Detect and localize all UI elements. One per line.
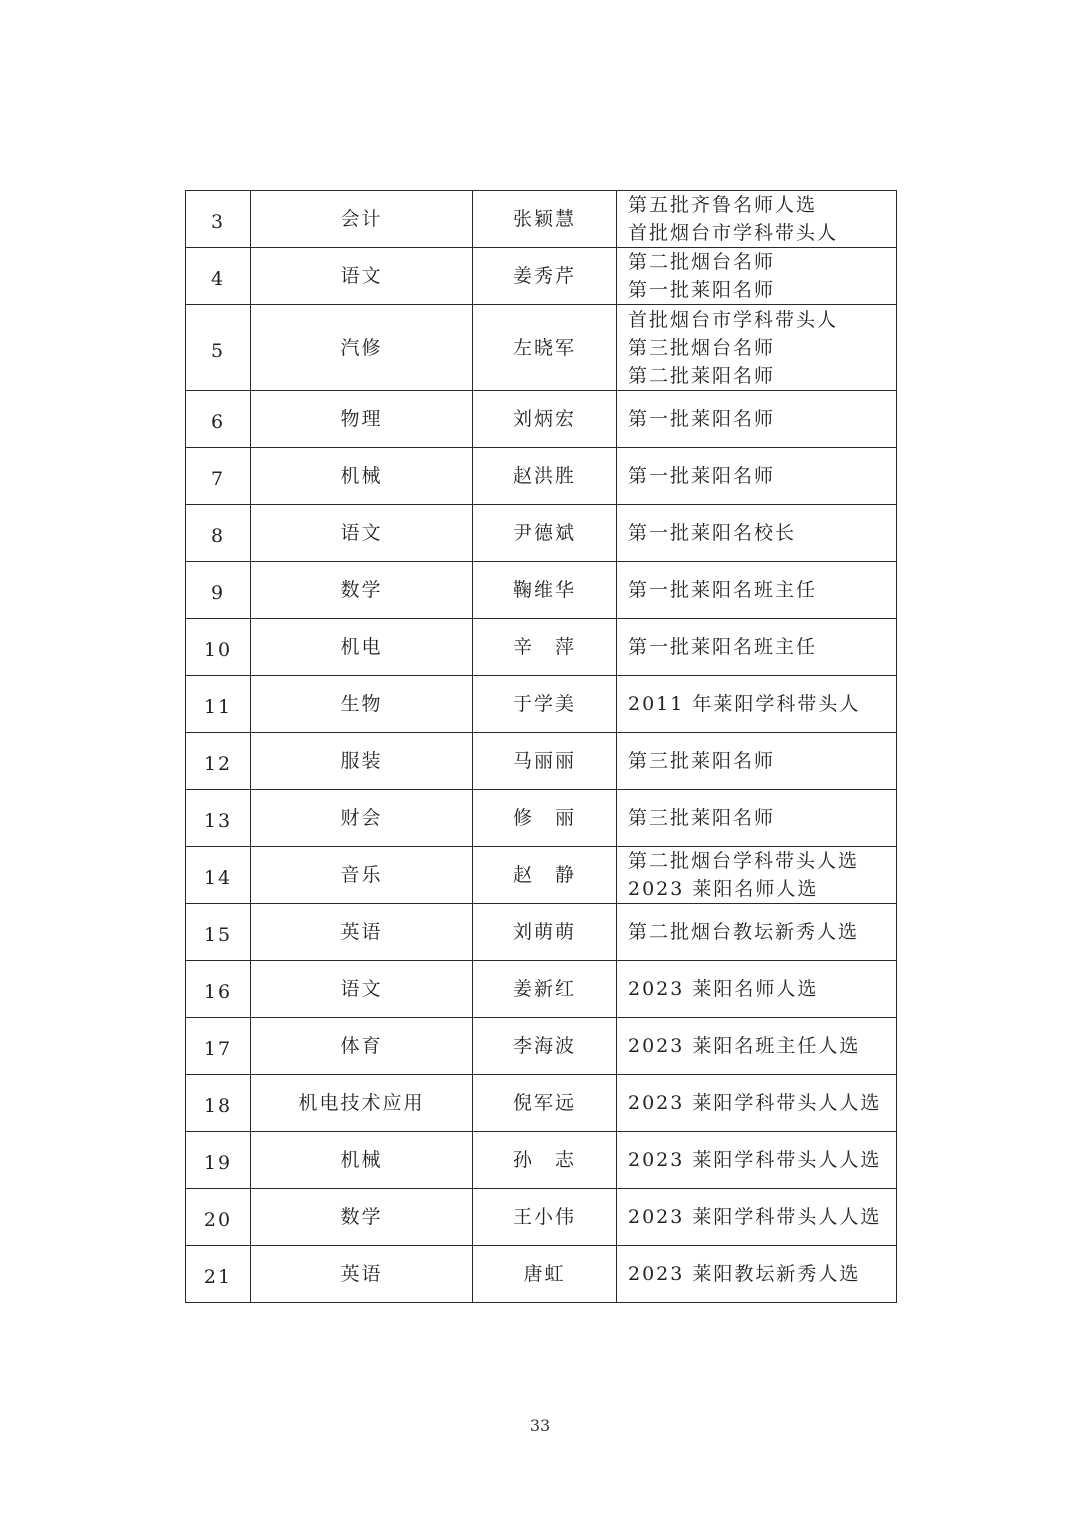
table-row (186, 448, 897, 505)
name-cell: 孙 志 (473, 1132, 617, 1189)
row-number: 6 (186, 391, 251, 448)
name-cell: 修 丽 (473, 790, 617, 847)
honor-line: 2023 莱阳教坛新秀人选 (628, 1263, 861, 1285)
honors-cell (617, 1018, 897, 1075)
honor-line: 2023 莱阳学科带头人人选 (628, 1092, 882, 1114)
name-cell: 倪军远 (473, 1075, 617, 1132)
honor-line: 第三批莱阳名师 (628, 807, 776, 829)
table-row (186, 191, 897, 248)
honor-line: 首批烟台市学科带头人 (628, 222, 839, 244)
row-number: 17 (186, 1018, 251, 1075)
teacher-honors-table (185, 190, 897, 1303)
row-number: 19 (186, 1132, 251, 1189)
subject-cell: 英语 (251, 904, 473, 961)
subject-cell: 体育 (251, 1018, 473, 1075)
table-row (186, 1189, 897, 1246)
table-row (186, 1018, 897, 1075)
row-number: 4 (186, 248, 251, 305)
row-number: 15 (186, 904, 251, 961)
row-number: 5 (186, 305, 251, 391)
subject-cell: 音乐 (251, 847, 473, 904)
honors-cell (617, 790, 897, 847)
honor-line: 第三批莱阳名师 (628, 750, 776, 772)
subject-cell: 语文 (251, 961, 473, 1018)
table-row (186, 619, 897, 676)
honors-cell (617, 961, 897, 1018)
table-row (186, 961, 897, 1018)
subject-cell: 英语 (251, 1246, 473, 1303)
subject-cell: 语文 (251, 248, 473, 305)
honors-cell (617, 1075, 897, 1132)
honor-line: 第二批烟台名师 (628, 251, 776, 273)
honors-cell (617, 562, 897, 619)
subject-cell: 财会 (251, 790, 473, 847)
honor-line: 第二批莱阳名师 (628, 364, 776, 387)
name-cell: 刘萌萌 (473, 904, 617, 961)
honor-line: 第一批莱阳名师 (628, 408, 776, 430)
table-row (186, 391, 897, 448)
subject-cell: 物理 (251, 391, 473, 448)
honors-cell (617, 191, 897, 248)
name-cell: 姜秀芹 (473, 248, 617, 305)
row-number: 9 (186, 562, 251, 619)
row-number: 10 (186, 619, 251, 676)
honor-line: 第一批莱阳名校长 (628, 522, 797, 544)
honor-line: 首批烟台市学科带头人 (628, 308, 839, 331)
honor-line: 2023 莱阳学科带头人人选 (628, 1206, 882, 1228)
honors-cell (617, 733, 897, 790)
honors-cell (617, 505, 897, 562)
subject-cell: 机械 (251, 1132, 473, 1189)
honors-cell (617, 904, 897, 961)
table-row (186, 904, 897, 961)
honor-line: 2023 莱阳名师人选 (628, 978, 819, 1000)
honors-cell (617, 391, 897, 448)
subject-cell: 语文 (251, 505, 473, 562)
subject-cell: 数学 (251, 1189, 473, 1246)
table-row (186, 1132, 897, 1189)
honors-cell (617, 248, 897, 305)
name-cell: 尹德斌 (473, 505, 617, 562)
honors-cell (617, 305, 897, 391)
row-number: 21 (186, 1246, 251, 1303)
honor-line: 第五批齐鲁名师人选 (628, 194, 818, 216)
page-number: 33 (529, 1416, 551, 1435)
name-cell: 张颖慧 (473, 191, 617, 248)
honor-line: 2023 莱阳名班主任人选 (628, 1035, 861, 1057)
honor-line: 第一批莱阳名师 (628, 465, 776, 487)
honor-line: 2023 莱阳学科带头人人选 (628, 1149, 882, 1171)
honors-cell (617, 619, 897, 676)
name-cell: 于学美 (473, 676, 617, 733)
name-cell: 鞠维华 (473, 562, 617, 619)
subject-cell: 机械 (251, 448, 473, 505)
honor-line: 第二批烟台教坛新秀人选 (628, 921, 860, 943)
honor-line: 第二批烟台学科带头人选 (628, 850, 860, 872)
name-cell: 姜新红 (473, 961, 617, 1018)
honor-line: 第一批莱阳名师 (628, 279, 776, 301)
row-number: 3 (186, 191, 251, 248)
row-number: 12 (186, 733, 251, 790)
name-cell: 赵 静 (473, 847, 617, 904)
subject-cell: 服装 (251, 733, 473, 790)
name-cell: 李海波 (473, 1018, 617, 1075)
honor-line: 2011 年莱阳学科带头人 (628, 693, 861, 715)
subject-cell: 会计 (251, 191, 473, 248)
row-number: 14 (186, 847, 251, 904)
honors-cell (617, 676, 897, 733)
name-cell: 赵洪胜 (473, 448, 617, 505)
table-row (186, 790, 897, 847)
honor-line: 第一批莱阳名班主任 (628, 579, 818, 601)
row-number: 8 (186, 505, 251, 562)
name-cell: 刘炳宏 (473, 391, 617, 448)
table-row (186, 305, 897, 391)
table-row (186, 733, 897, 790)
honors-cell (617, 1246, 897, 1303)
table-row (186, 847, 897, 904)
name-cell: 马丽丽 (473, 733, 617, 790)
subject-cell: 数学 (251, 562, 473, 619)
row-number: 7 (186, 448, 251, 505)
honors-cell (617, 1189, 897, 1246)
name-cell: 唐虹 (473, 1246, 617, 1303)
name-cell: 王小伟 (473, 1189, 617, 1246)
honors-cell (617, 448, 897, 505)
honor-line: 第一批莱阳名班主任 (628, 636, 818, 658)
row-number: 20 (186, 1189, 251, 1246)
honor-line: 第三批烟台名师 (628, 336, 776, 359)
honor-line: 2023 莱阳名师人选 (628, 878, 819, 900)
row-number: 13 (186, 790, 251, 847)
row-number: 11 (186, 676, 251, 733)
table-row (186, 562, 897, 619)
honors-cell (617, 847, 897, 904)
honors-cell (617, 1132, 897, 1189)
subject-cell: 机电技术应用 (251, 1075, 473, 1132)
subject-cell: 生物 (251, 676, 473, 733)
row-number: 18 (186, 1075, 251, 1132)
subject-cell: 汽修 (251, 305, 473, 391)
name-cell: 辛 萍 (473, 619, 617, 676)
subject-cell: 机电 (251, 619, 473, 676)
table-row (186, 676, 897, 733)
table-row (186, 248, 897, 305)
row-number: 16 (186, 961, 251, 1018)
table-row (186, 1075, 897, 1132)
name-cell: 左晓军 (473, 305, 617, 391)
table-row (186, 1246, 897, 1303)
table-row (186, 505, 897, 562)
